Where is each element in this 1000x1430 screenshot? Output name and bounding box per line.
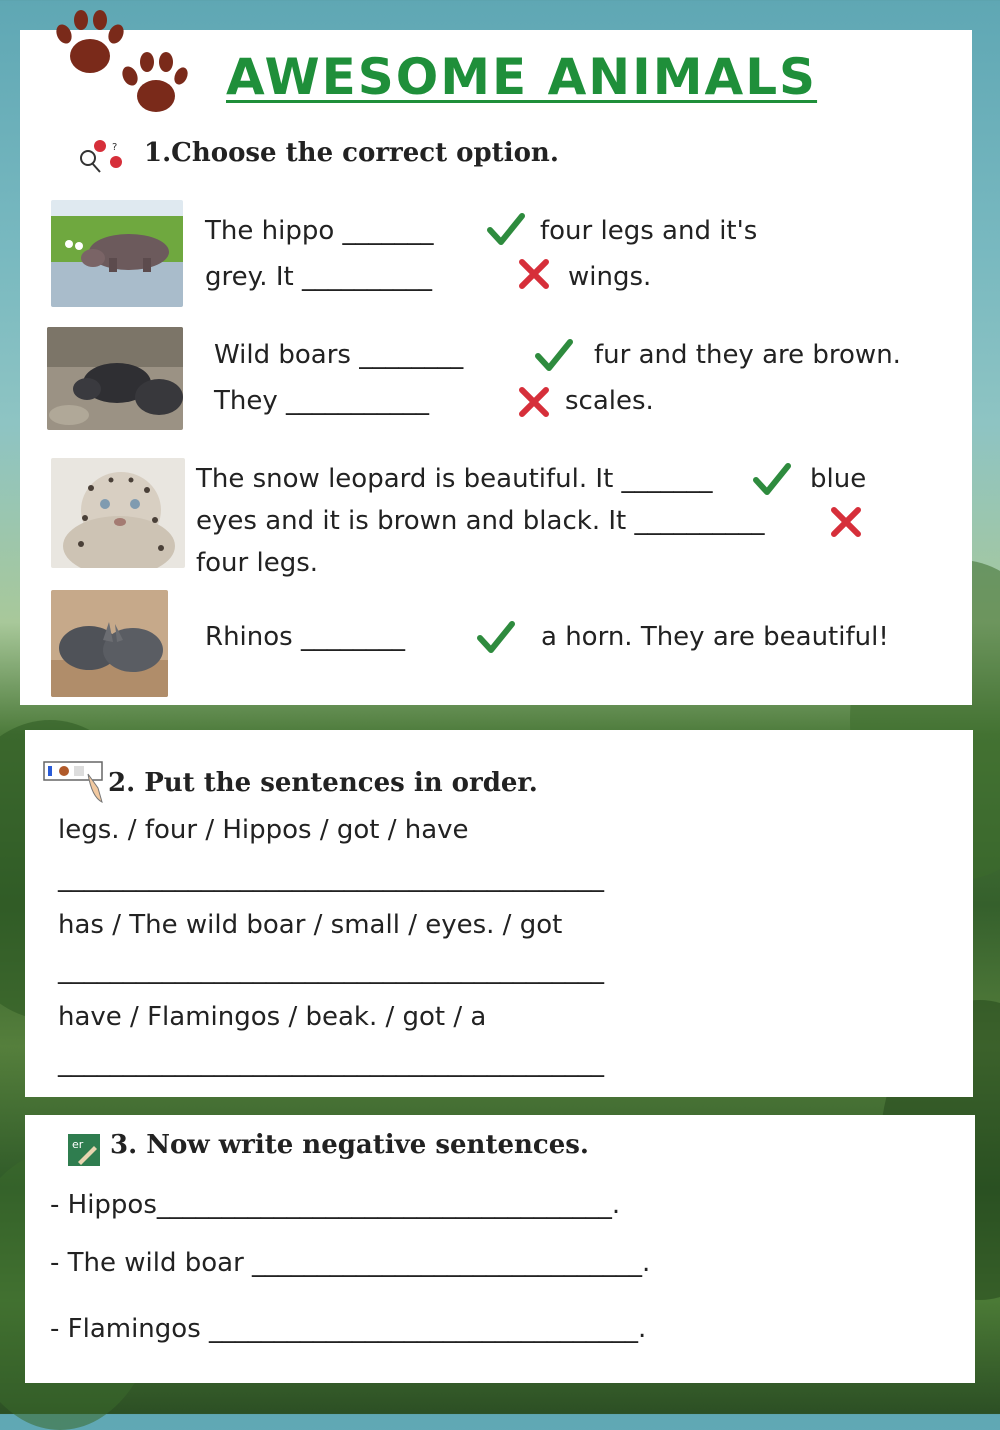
svg-text:?: ? [112, 142, 118, 153]
item-1-line-1a: The hippo _______ [205, 216, 434, 246]
negative-sentence-1[interactable]: - Hippos___________________________________. [50, 1190, 621, 1220]
paw-prints-icon [48, 8, 188, 120]
cross-icon [516, 384, 552, 420]
choose-option-icon [74, 138, 124, 178]
item-3-line-2: eyes and it is brown and black. It __________ [196, 506, 765, 536]
wild-boar-photo [47, 327, 183, 430]
item-3-line-3: four legs. [196, 548, 319, 578]
item-2-line-2a: They ___________ [214, 386, 430, 416]
item-2-line-1b: fur and they are brown. [594, 340, 901, 370]
check-icon [486, 212, 526, 248]
negative-sentence-2[interactable]: - The wild boar ______________________________. [50, 1248, 651, 1278]
cross-icon [828, 504, 864, 540]
rhino-photo [51, 590, 168, 697]
scrambled-sentence-1: legs. / four / Hippos / got / have [58, 815, 469, 845]
write-icon [68, 1134, 100, 1166]
item-3-line-1a: The snow leopard is beautiful. It _______ [196, 464, 713, 494]
item-4-line-1b: a horn. They are beautiful! [541, 622, 889, 652]
section-2-title: 2. Put the sentences in order. [108, 768, 538, 798]
check-icon [476, 620, 516, 656]
item-1-line-2b: wings. [568, 262, 652, 292]
item-2-line-1a: Wild boars ________ [214, 340, 464, 370]
item-2-line-2b: scales. [565, 386, 654, 416]
item-1-line-2a: grey. It __________ [205, 262, 432, 292]
scrambled-sentence-2: has / The wild boar / small / eyes. / got [58, 910, 563, 940]
check-icon [752, 462, 792, 498]
cross-icon [516, 256, 552, 292]
check-icon [534, 338, 574, 374]
section-1-title: 1.Choose the correct option. [144, 138, 559, 168]
snow-leopard-photo [51, 458, 185, 568]
item-4-line-1a: Rhinos ________ [205, 622, 405, 652]
answer-line-3[interactable]: __________________________________________ [58, 1048, 604, 1078]
negative-sentence-3[interactable]: - Flamingos _________________________________. [50, 1314, 647, 1344]
scrambled-sentence-3: have / Flamingos / beak. / got / a [58, 1002, 487, 1032]
answer-line-1[interactable]: __________________________________________ [58, 863, 604, 893]
page-title: AWESOME ANIMALS [226, 48, 818, 106]
item-1-line-1b: four legs and it's [540, 216, 758, 246]
hippo-photo [51, 200, 183, 307]
item-3-line-1b: blue [810, 464, 867, 494]
svg-text:er: er [72, 1138, 84, 1151]
answer-line-2[interactable]: __________________________________________ [58, 955, 604, 985]
sentence-order-icon [42, 758, 106, 804]
section-3-title: 3. Now write negative sentences. [110, 1130, 589, 1160]
